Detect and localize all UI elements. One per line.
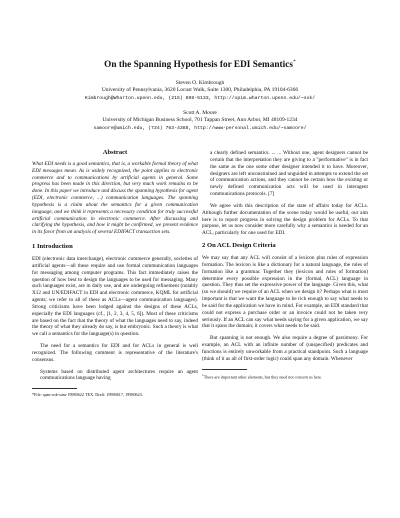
- footnote: [202, 373, 368, 380]
- block-quote: Systems based on distributed agent architectures require an agent communications language having: [40, 368, 198, 382]
- author-name: Scott A. Moore: [183, 110, 217, 116]
- footnote-text: There are important other elements, but they need not concern us here.: [203, 374, 322, 380]
- author-contact: Kimbrough@Wharton.upenn.edu, (215) 898-5133, http://opim.wharton.upenn.edu/~sok/: [84, 95, 316, 101]
- paragraph: We may say that any ACL will consist of a lexicon plus rules of expression formation. The lexicon is like a dictionary for a natural language, the rules of formation like a grammar. Together they (lexicon and rules of formation) determine every possible expression in the (formal, ACL) language in question. They thus set the expressive power of the language. Given this, what (so we should) we require of an ACL when we design it? Perhaps what is most important is that we want the language to be rich enough to say what needs to be said for the application we have in mind. For example, an EDI standard that could not express a purchase order or an invoice could not be taken very seriously. If an ACL can say what needs saying for a given application, we say that it spans the domain; it covers what needs to be said.: [202, 254, 368, 330]
- left-column: [32, 150, 198, 398]
- title-footnote-mark: *: [293, 59, 296, 65]
- right-column: [202, 150, 368, 379]
- footnote-separator: [202, 369, 247, 370]
- paragraph: EDI (electronic data interchange), electronic commerce generally, societies of artificial agents—all these require and use formal communication languages for messaging among computer programs. This fact immediately raises the question of how best to design the languages to be used for messaging. Many such languages exist, are in daily use, and are undergoing refinement (notably X12 and UN/EDIFACT in EDI and electronic commerce, KQML for artificial agents; we refer to all of these as ACLs—agent communication languages). Strong criticisms have been lodged against the designs of these ACLs, especially the EDI languages (cf., [1, 2, 3, 4, 5, 6]). Most of these criticisms are based on the fact that the theory of what the languages need to say, indeed the theory of what they already do say, is but embryonic. Such a theory is what we call a semantics for the language(s) in question.: [32, 255, 198, 338]
- author-contact: samoore@umich.edu, (734) 763-4385, http://www-personal.umich.edu/~samoore/: [93, 125, 307, 131]
- block-quote-continued: a clearly defined semantics. ... ... Without one, agent designers cannot be certain that the interpretation they are giving to a "performative" is in fact the same as the one some other designer intended it to have. Moreover, designers are left unconstrained and unguided in attempts to extend the set of communication actions, and they cannot be certain how the existing or newly defined communication acts will be used in interagent communications protocols. [7]: [210, 150, 368, 198]
- paragraph: We agree with this description of the state of affairs today for ACLs. Although further documentation of the scene today would be useful, our aim here is to report progress in solving the design problem for ACLs. To that purpose, let us now consider more carefully why a semantics is needed for an ACL, particularly for one used for EDI.: [202, 202, 368, 237]
- section-1-heading: 1 Introduction: [32, 243, 73, 251]
- paper-title-text: On the Spanning Hypothesis for EDI Semantics: [104, 59, 294, 70]
- footnote-separator: [32, 388, 77, 389]
- paragraph: But spanning is not enough. We also require a degree of parsimony. For example, an ACL with an infinite number of (unspecified) predicates and functions is entirely unworkable from a practical standpoint. Such a language (think of it as all of first-order logic) could span any domain. Whenever: [202, 335, 368, 362]
- abstract-text: What EDI needs is a good semantics, that is, a workable formal theory of what EDI messages mean. As is widely recognized, the point applies to electronic commerce and to communications by artificial agents in general. Some progress has been made in this direction, but very much work remains to be done. In this paper we introduce and discuss the spanning hypothesis for agent (EDI, electronic commerce, ...) communication languages. The spanning hypothesis is a claim about the semantics for a given communication language, and we think it represents a necessary condition for truly successful artificial communication in electronic commerce. After discussing and clarifying the hypothesis, and how it might be confirmed, we present evidence in its favor from an analysis of several EDIFACT transaction sets.: [32, 160, 198, 236]
- paper-title: [20, 59, 380, 69]
- author-block-2: [20, 110, 380, 132]
- author-name: Steven O. Kimbrough: [175, 80, 225, 86]
- footnote: *File: span-sok-sam-19980622 TEX. Draft: 19980617, 19980623.: [32, 392, 143, 398]
- author-affiliation: University of Pennsylvania, 3620 Locust Walk, Suite 1300, Philadelphia, PA 19104-6366: [101, 87, 299, 94]
- author-block-1: [20, 80, 380, 102]
- section-2-heading: 2 On ACL Design Criteria: [202, 242, 276, 250]
- abstract-heading: Abstract: [102, 149, 128, 156]
- author-affiliation: University of Michigan Business School, 701 Tappan Street, Ann Arbor, MI 48109-1234: [102, 117, 298, 124]
- paragraph: The need for a semantics for EDI and for ACLs in general is well recognized. The following comment is representative of the literature's consensus.: [32, 343, 198, 363]
- footnote-mark: 1: [202, 372, 204, 377]
